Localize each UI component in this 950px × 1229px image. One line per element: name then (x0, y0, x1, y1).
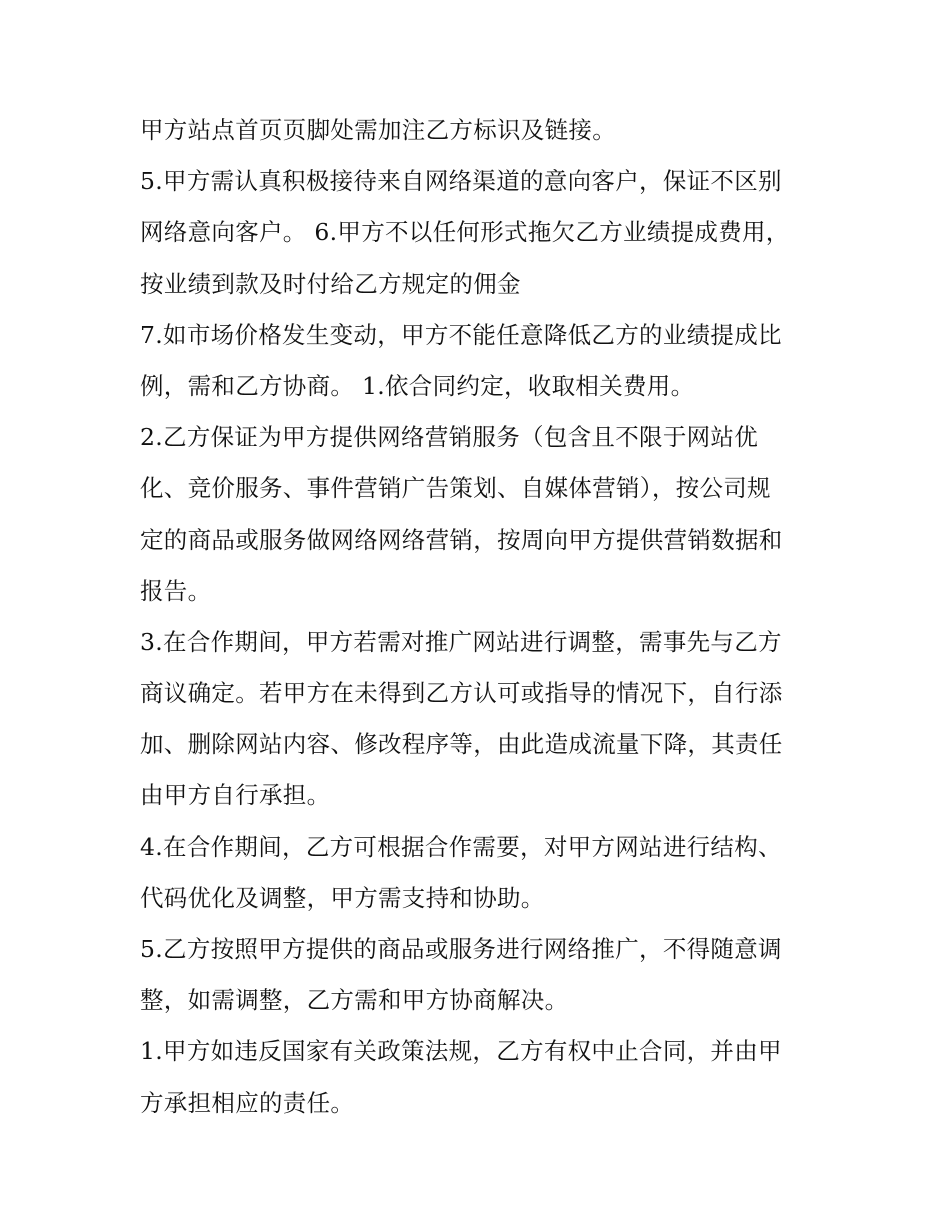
text-line: 网络意向客户。 6.甲方不以任何形式拖欠乙方业绩提成费用， (140, 218, 790, 247)
text-line: 1.甲方如违反国家有关政策法规，乙方有权中止合同，并由甲 (140, 1037, 782, 1066)
text-line: 方承担相应的责任。 (140, 1088, 355, 1117)
text-line: 整，如需调整，乙方需和甲方协商解决。 (140, 986, 569, 1015)
text-line: 3.在合作期间，甲方若需对推广网站进行调整，需事先与乙方 (140, 627, 782, 656)
text-line: 报告。 (140, 576, 212, 605)
text-line: 2.乙方保证为甲方提供网络营销服务（包含且不限于网站优 (140, 423, 759, 452)
text-line: 由甲方自行承担。 (140, 781, 331, 810)
text-line: 定的商品或服务做网络网络营销，按周向甲方提供营销数据和 (140, 525, 783, 554)
text-line: 加、删除网站内容、修改程序等，由此造成流量下降，其责任 (140, 730, 783, 759)
text-line: 例，需和乙方协商。 1.依合同约定，收取相关费用。 (140, 371, 695, 400)
text-line: 7.如市场价格发生变动，甲方不能任意降低乙方的业绩提成比 (140, 320, 782, 349)
text-line: 商议确定。若甲方在未得到乙方认可或指导的情况下，自行添 (140, 679, 783, 708)
text-line: 化、竞价服务、事件营销广告策划、自媒体营销），按公司规 (140, 474, 771, 503)
text-line: 5.甲方需认真积极接待来自网络渠道的意向客户，保证不区别 (140, 167, 782, 196)
text-line: 4.在合作期间，乙方可根据合作需要，对甲方网站进行结构、 (140, 832, 782, 861)
document-body (140, 105, 820, 1129)
text-line: 按业绩到款及时付给乙方规定的佣金 (140, 269, 521, 298)
text-line: 甲方站点首页页脚处需加注乙方标识及链接。 (140, 116, 616, 144)
text-line: 代码优化及调整，甲方需支持和协助。 (140, 883, 545, 912)
text-line: 5.乙方按照甲方提供的商品或服务进行网络推广，不得随意调 (140, 935, 782, 963)
